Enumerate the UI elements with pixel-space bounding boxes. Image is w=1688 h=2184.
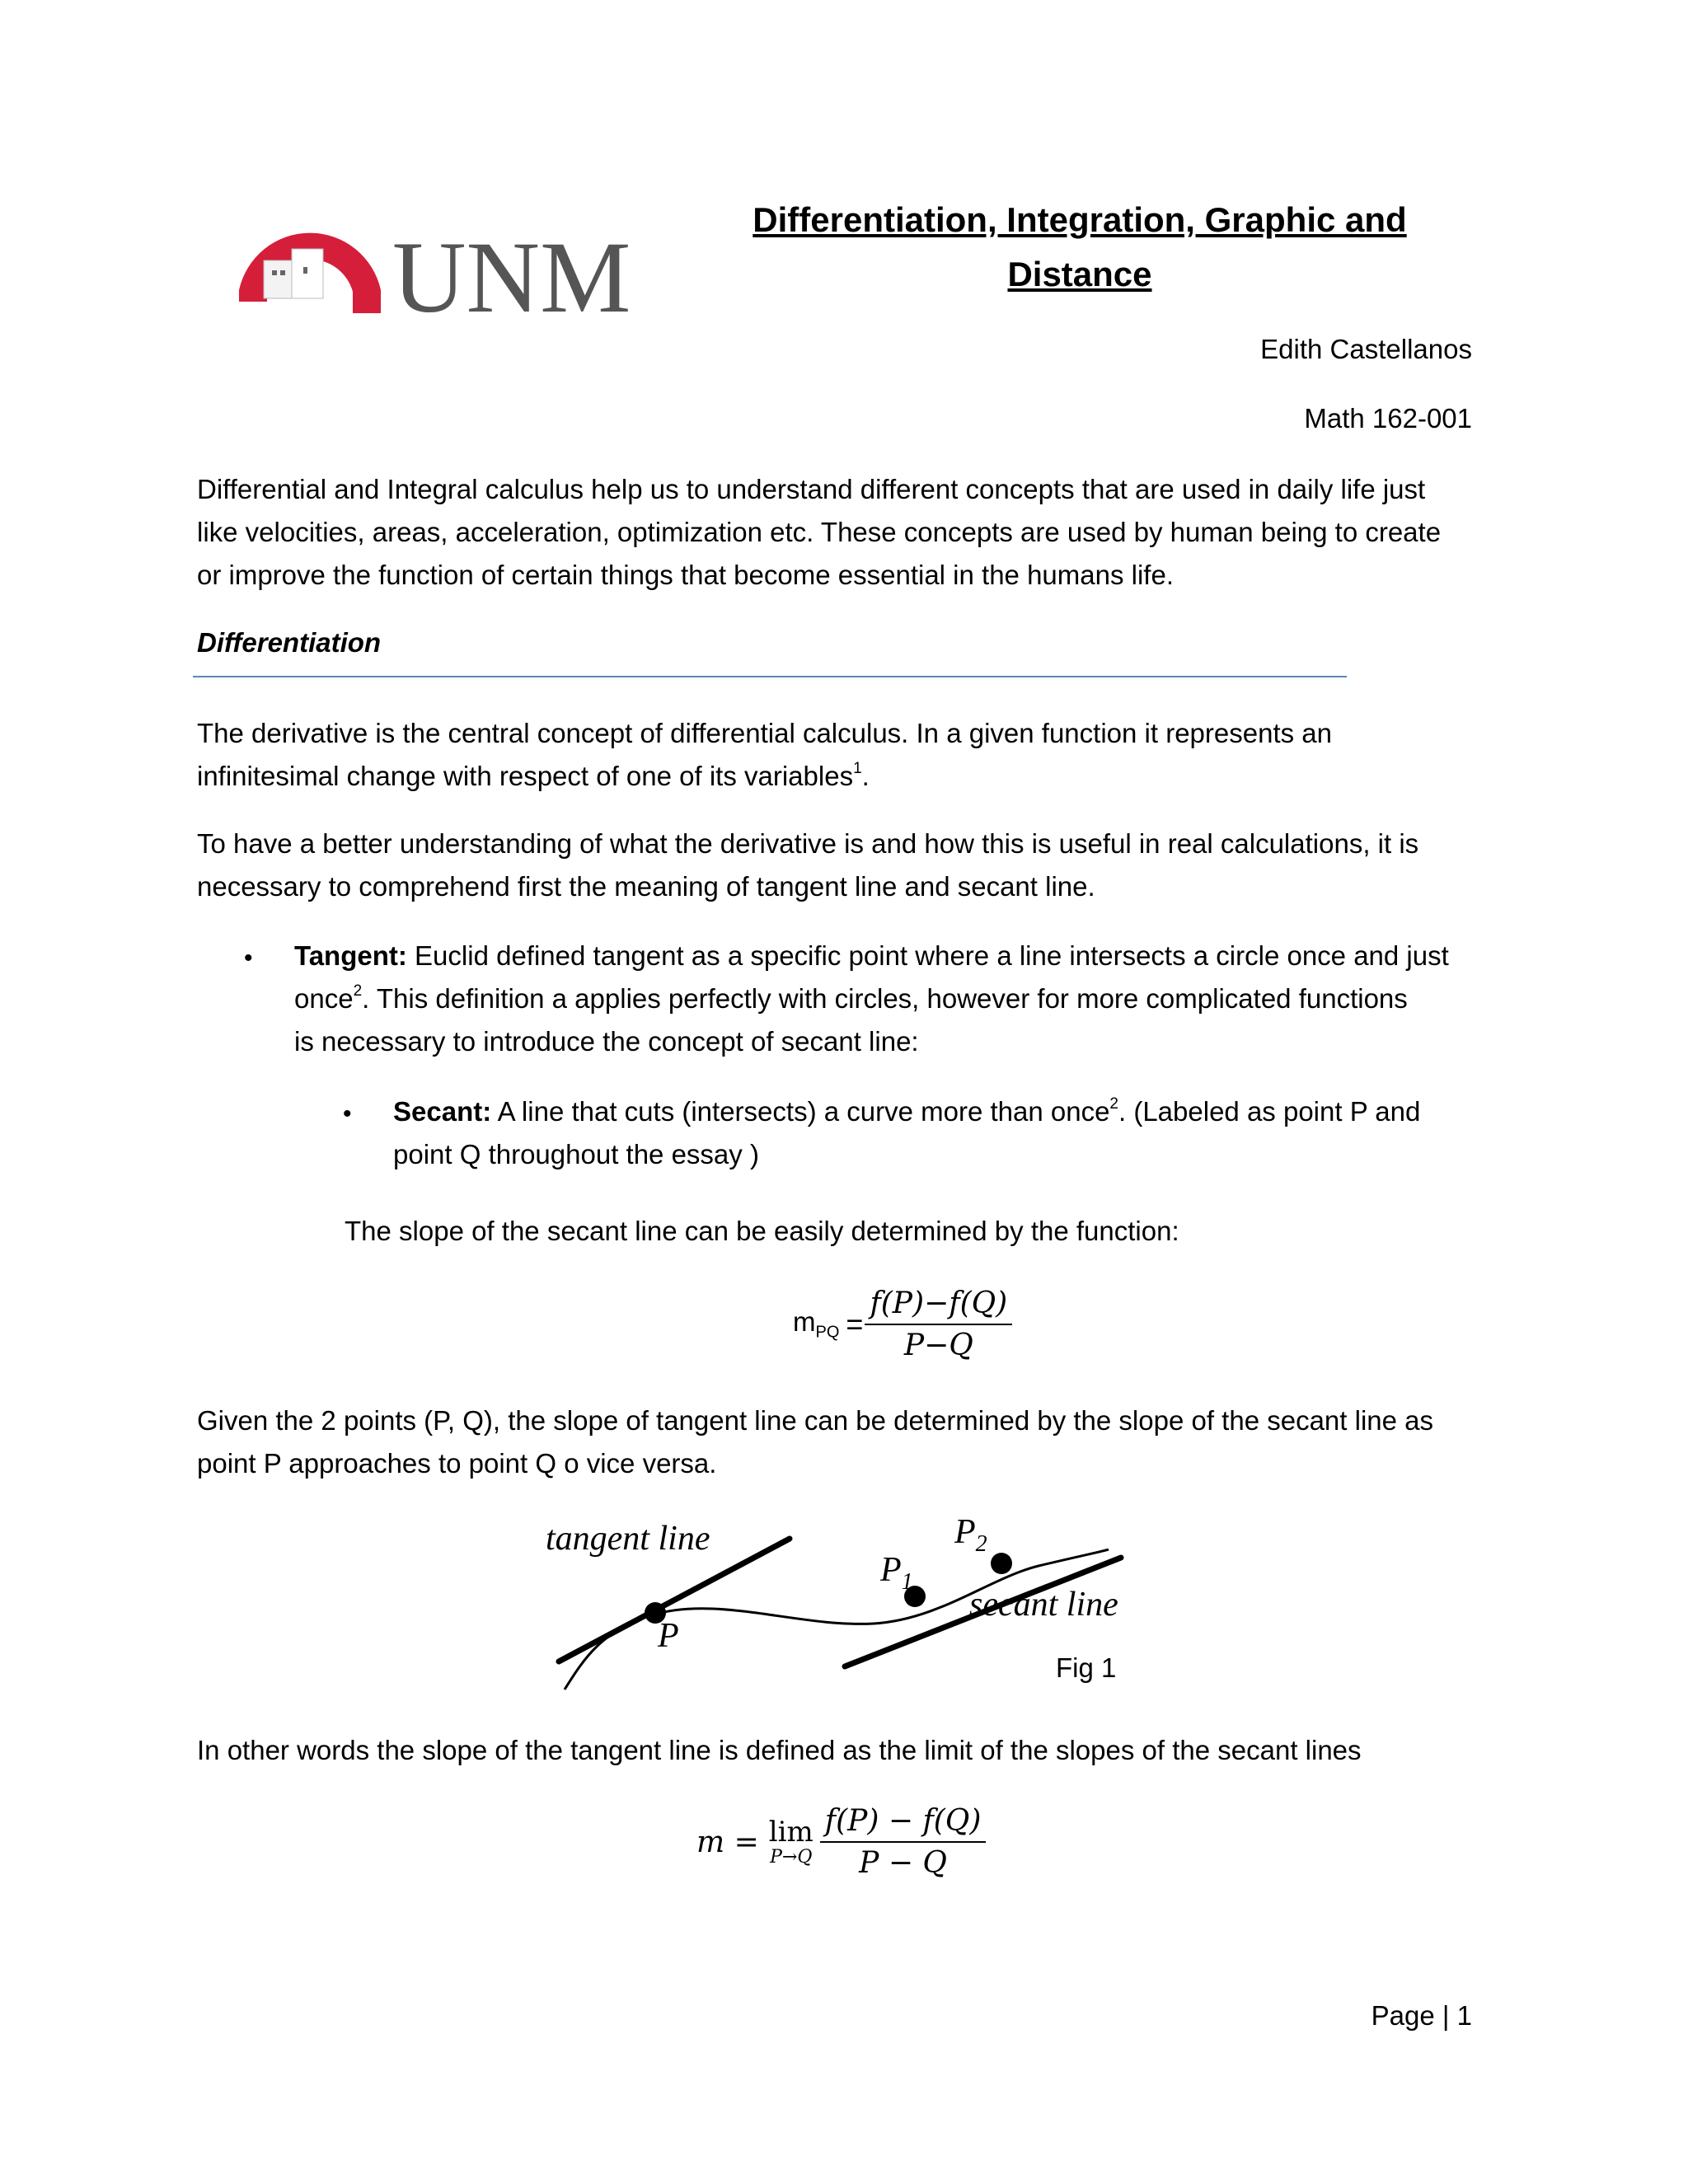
section-heading: Differentiation <box>197 627 382 658</box>
label-secant-line: secant line <box>969 1586 1118 1624</box>
formula-numerator: f(P) − f(Q) <box>820 1804 987 1843</box>
label-point-p: P <box>658 1617 679 1655</box>
formula-fraction <box>820 1804 987 1880</box>
derivative-paragraph <box>197 712 1532 798</box>
bullet-marker: • <box>343 1100 352 1127</box>
footnote-ref: 1 <box>853 760 862 777</box>
paragraph-line: infinitesimal change with respect of one of its variables$^1$. <box>197 760 870 791</box>
section-divider <box>193 676 1347 677</box>
limit-paragraph: In other words the slope of the tangent line is defined as the limit of the slopes of the secant lines <box>197 1735 1362 1765</box>
intro-line: or improve the function of certain things that become essential in the humans life. <box>197 560 1174 590</box>
paragraph-line: point P approaches to point Q o vice versa. <box>197 1448 717 1479</box>
author-name: Edith Castellanos <box>1260 334 1472 364</box>
formula-denominator: P−Q <box>903 1329 973 1362</box>
paragraph-line: necessary to comprehend first the meaning of tangent line and secant line. <box>197 871 1095 902</box>
tangent-definition <box>294 935 1547 1063</box>
approach-paragraph <box>197 1399 1532 1485</box>
formula-lhs: m = <box>696 1825 759 1859</box>
label-point-p2: $P_2$ <box>954 1513 987 1557</box>
course-code: Math 162-001 <box>1304 403 1472 434</box>
limit-operator: lim P→Q <box>768 1816 814 1868</box>
intro-paragraph <box>197 468 1532 597</box>
secant-slope-formula <box>793 1279 1012 1370</box>
term-tangent: Tangent: <box>294 940 407 971</box>
paragraph-line: point Q throughout the essay ) <box>393 1139 759 1169</box>
paragraph-line: once$^2$. This definition a applies perfectly with circles, however for more complicated functions <box>294 982 1408 1014</box>
point-p2-marker <box>991 1553 1012 1574</box>
footnote-ref: 2 <box>1109 1095 1118 1113</box>
unm-logo <box>236 216 656 323</box>
formula-lhs: $m_{PQ}$ <box>793 1306 840 1342</box>
paragraph-line: Tangent: Euclid defined tangent as a specific point where a line intersects a circle once and just <box>294 940 1449 971</box>
document-title <box>709 193 1451 302</box>
formula-numerator: f(P)−f(Q) <box>865 1286 1012 1325</box>
title-line-2: Distance <box>1007 255 1152 293</box>
formula-equals: = <box>846 1307 864 1341</box>
limit-formula <box>696 1797 986 1887</box>
footnote-ref: 2 <box>353 982 363 1000</box>
paragraph-line: To have a better understanding of what the derivative is and how this is useful in real calculations, it is <box>197 828 1419 859</box>
paragraph-line: is necessary to introduce the concept of secant line: <box>294 1026 919 1057</box>
understanding-paragraph <box>197 823 1532 908</box>
formula-denominator: P − Q <box>859 1846 947 1880</box>
figure-caption: Fig 1 <box>1056 1652 1117 1683</box>
intro-line: like velocities, areas, acceleration, optimization etc. These concepts are used by human being to create <box>197 517 1442 547</box>
term-secant: Secant: <box>393 1096 492 1127</box>
page-number: Page | 1 <box>1371 2000 1472 2031</box>
bullet-marker: • <box>244 944 253 972</box>
paragraph-line: The derivative is the central concept of differential calculus. In a given function it represents an <box>197 718 1332 748</box>
intro-line: Differential and Integral calculus help us to understand different concepts that are used in daily life just <box>197 474 1426 504</box>
label-tangent-line: tangent line <box>546 1520 710 1558</box>
svg-text:UNM: UNM <box>392 221 631 323</box>
slope-intro: The slope of the secant line can be easily determined by the function: <box>345 1216 1179 1246</box>
paragraph-line: Secant: A line that cuts (intersects) a curve more than once$^2$. (Labeled as point P and <box>393 1095 1421 1127</box>
secant-definition <box>393 1090 1547 1176</box>
unm-logo-graphic <box>236 216 656 323</box>
formula-fraction <box>865 1286 1012 1362</box>
paragraph-line: Given the 2 points (P, Q), the slope of tangent line can be determined by the slope of the secant line as <box>197 1405 1434 1436</box>
label-point-p1: $P_1$ <box>880 1551 913 1595</box>
title-line-1: Differentiation, Integration, Graphic and <box>753 200 1407 239</box>
